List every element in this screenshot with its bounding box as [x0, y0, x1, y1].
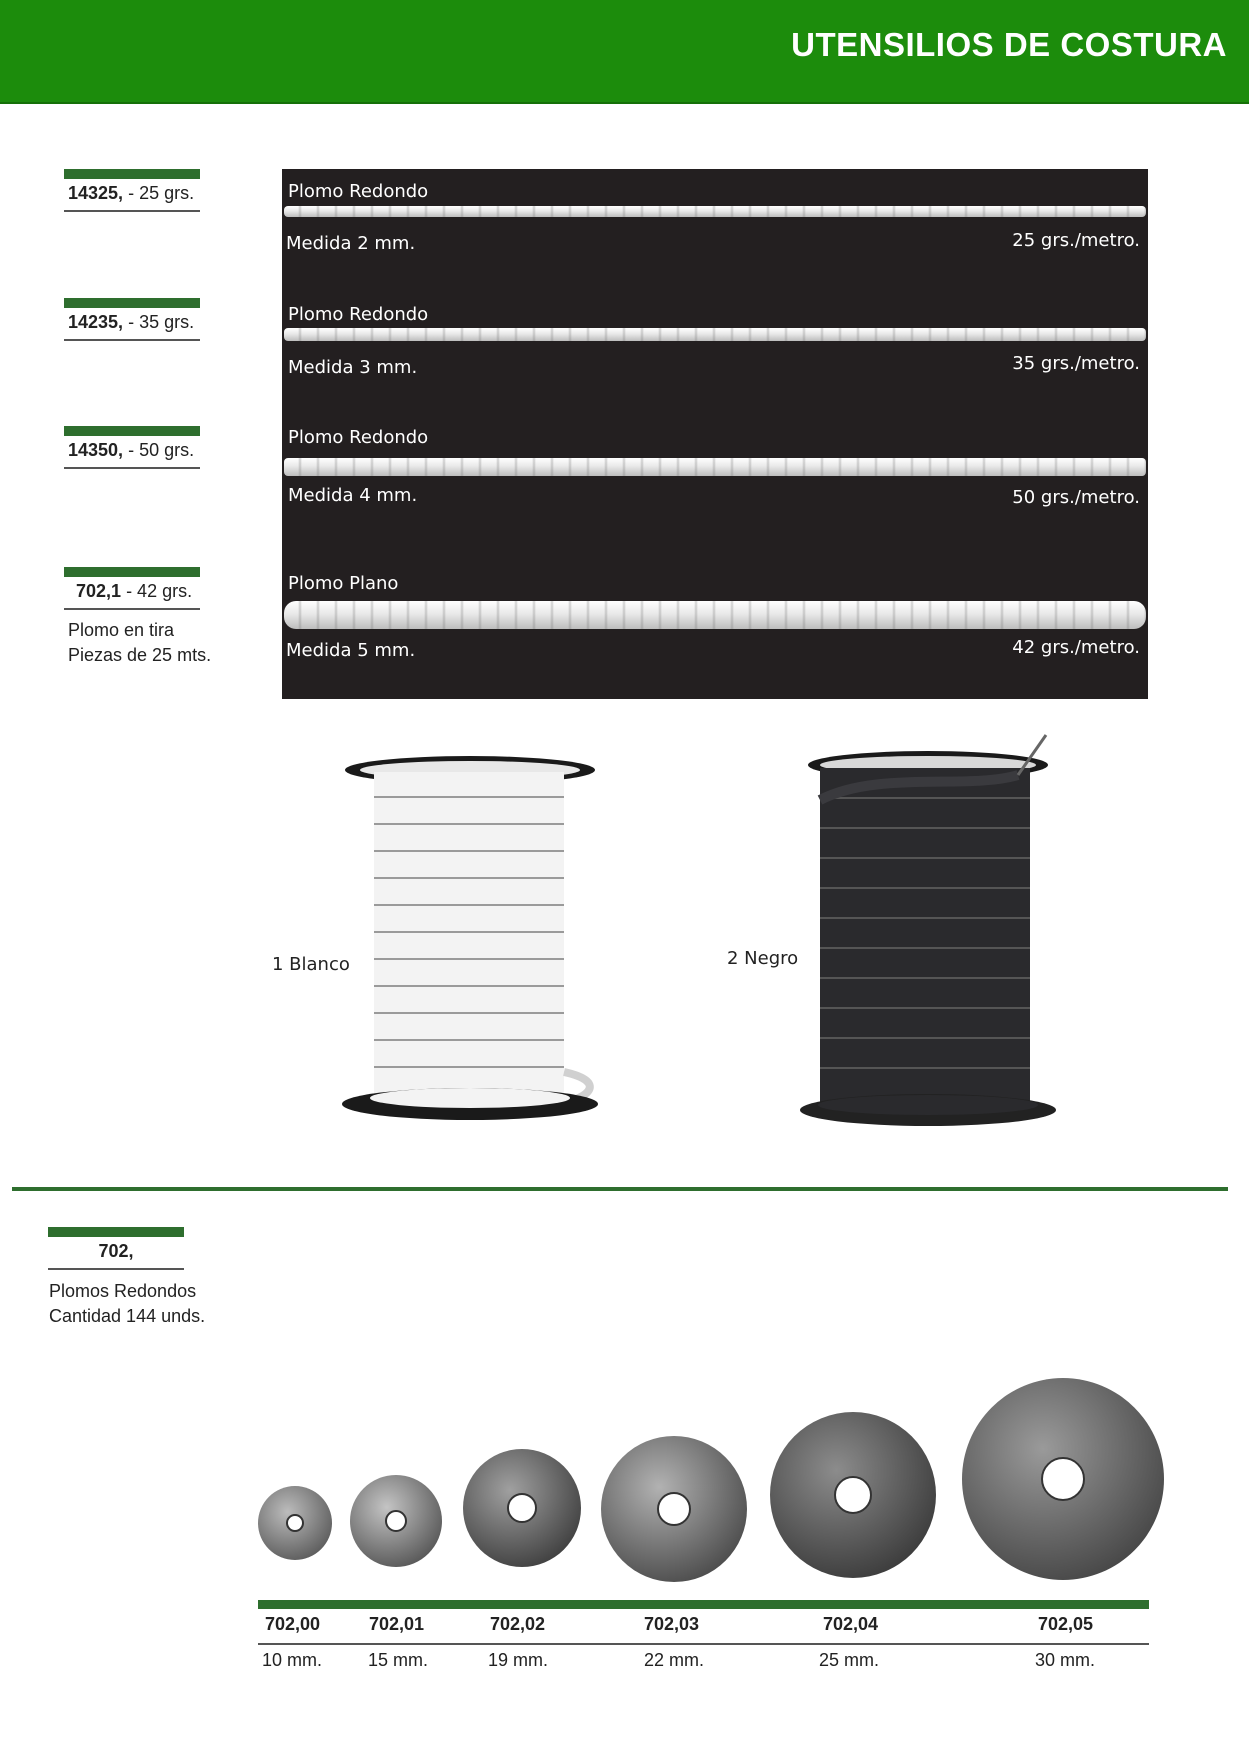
rope-size: Medida 2 mm.	[286, 233, 416, 254]
rope-rate: 25 grs./metro.	[1012, 230, 1140, 251]
rope-name: Plomo Redondo	[288, 181, 429, 202]
rope-photo-panel	[282, 169, 1148, 699]
round-weights-line1: Plomos Redondos	[49, 1281, 197, 1301]
strip-note-line1: Plomo en tira	[68, 620, 175, 640]
product-code: 702,	[98, 1241, 134, 1261]
white-spool-label: 1 Blanco	[272, 954, 350, 975]
product-weight: - 35 grs.	[128, 312, 195, 332]
rope-name: Plomo Plano	[288, 573, 399, 594]
product-code-14235	[64, 298, 200, 341]
table-divider	[258, 1643, 1149, 1645]
rope-rate: 42 grs./metro.	[1012, 637, 1140, 658]
page-title: UTENSILIOS DE COSTURA	[791, 26, 1227, 63]
section-divider	[12, 1187, 1228, 1191]
black-spool-label: 2 Negro	[727, 948, 799, 969]
product-weight: - 25 grs.	[128, 183, 195, 203]
code-bar	[64, 169, 200, 179]
product-code-7021	[64, 567, 200, 610]
rope-rate: 50 grs./metro.	[1012, 487, 1140, 508]
rope-size: Medida 3 mm.	[288, 357, 418, 378]
product-code-14325	[64, 169, 200, 212]
weight-code: 702,04	[823, 1614, 879, 1634]
round-weight-15mm-image	[350, 1475, 442, 1567]
round-weight-22mm-image	[601, 1436, 747, 1582]
code-bar	[64, 426, 200, 436]
code-bar	[64, 567, 200, 577]
strip-note-line2: Piezas de 25 mts.	[68, 645, 212, 665]
rope-rate: 35 grs./metro.	[1012, 353, 1140, 374]
round-weight-19mm-image	[463, 1449, 581, 1567]
weight-size: 30 mm.	[1035, 1650, 1096, 1670]
black-spool-image	[788, 730, 1068, 1130]
rope-4mm-image	[284, 458, 1146, 476]
weight-code: 702,05	[1038, 1614, 1094, 1634]
rope-name: Plomo Redondo	[288, 427, 429, 448]
product-code-702	[48, 1227, 184, 1270]
page-header	[0, 0, 1249, 104]
code-bar	[64, 298, 200, 308]
product-code: 14325,	[68, 183, 124, 203]
round-weights-line2: Cantidad 144 unds.	[49, 1306, 206, 1326]
weight-code: 702,00	[265, 1614, 321, 1634]
round-weight-25mm-image	[770, 1412, 936, 1578]
product-code: 702,1	[76, 581, 122, 601]
round-weight-30mm-image	[962, 1378, 1164, 1580]
code-bar	[48, 1227, 184, 1237]
white-spool-image	[340, 752, 620, 1132]
rope-size: Medida 5 mm.	[286, 640, 416, 661]
weight-size: 25 mm.	[819, 1650, 880, 1670]
weight-code: 702,01	[369, 1614, 425, 1634]
weight-size: 10 mm.	[262, 1650, 323, 1670]
table-top-bar	[258, 1600, 1149, 1609]
rope-5mm-image	[284, 601, 1146, 629]
round-weight-10mm-image	[258, 1486, 332, 1560]
weight-size: 22 mm.	[644, 1650, 705, 1670]
weight-code: 702,02	[490, 1614, 546, 1634]
product-code: 14350,	[68, 440, 124, 460]
round-weights-note	[49, 1279, 205, 1329]
weight-size: 15 mm.	[368, 1650, 429, 1670]
rope-name: Plomo Redondo	[288, 304, 429, 325]
product-weight: - 50 grs.	[128, 440, 195, 460]
weight-code: 702,03	[644, 1614, 700, 1634]
weight-size: 19 mm.	[488, 1650, 549, 1670]
strip-note	[68, 618, 211, 668]
product-code-14350	[64, 426, 200, 469]
product-weight: - 42 grs.	[126, 581, 193, 601]
rope-3mm-image	[284, 328, 1146, 341]
rope-size: Medida 4 mm.	[288, 485, 418, 506]
product-code: 14235,	[68, 312, 124, 332]
rope-2mm-image	[284, 206, 1146, 217]
